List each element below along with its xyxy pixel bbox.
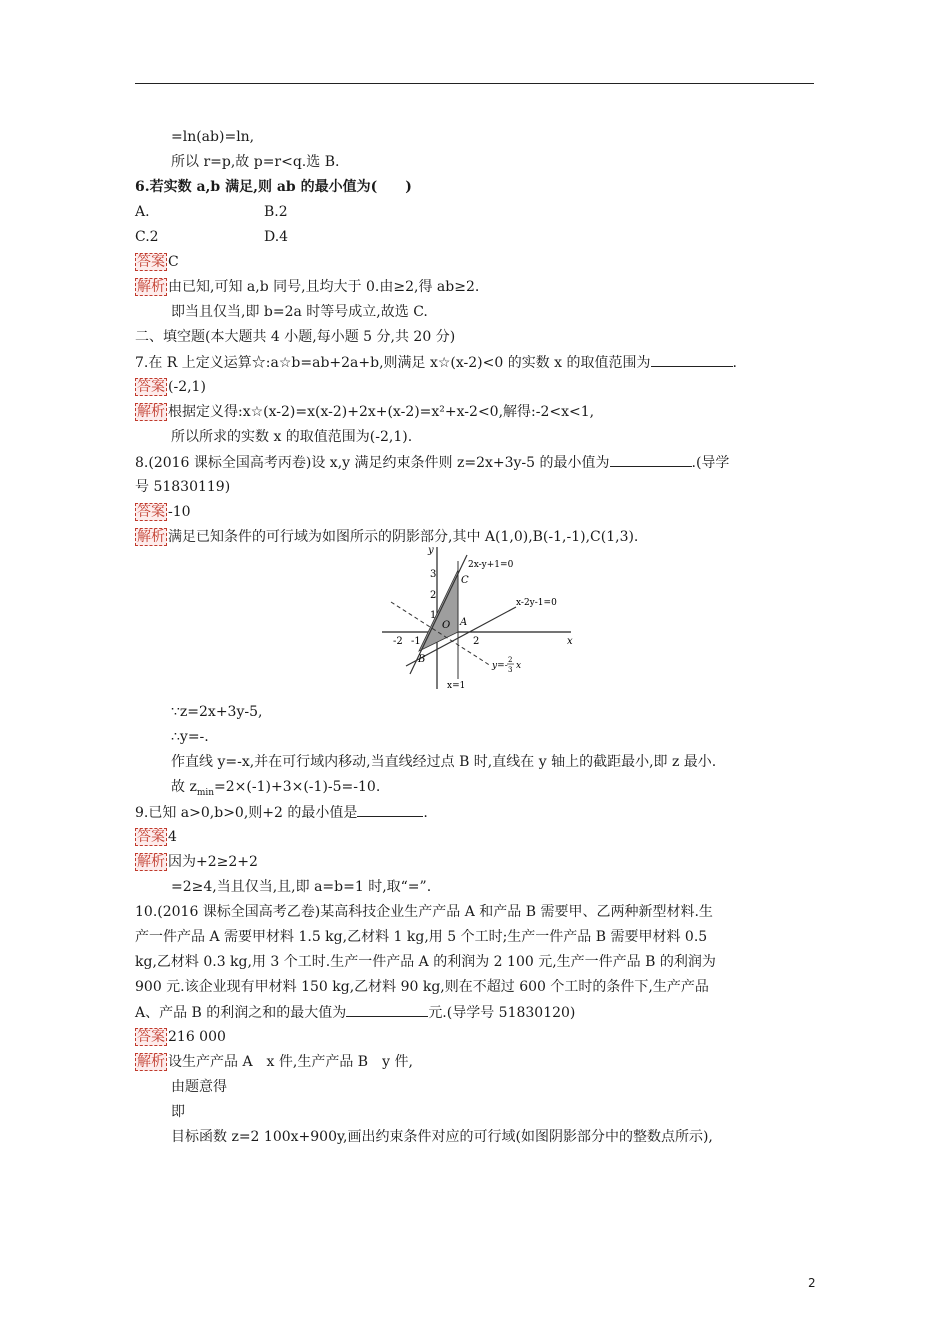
fig-point-c: C: [461, 575, 469, 586]
fig-label-obj-den: 3: [508, 666, 513, 674]
fig-label-line1: 2x-y+1=0: [468, 560, 514, 570]
fig-label-obj-x: x: [516, 661, 522, 671]
question-stem: 7.在 R 上定义运算☆:a☆b=ab+2a+b,则满足 x☆(x-2)<0 的实数 x 的取值范围为: [135, 355, 651, 371]
text-line: kg,乙材料 0.3 kg,用 3 个工时.生产一件产品 A 的利润为 2 100 元,生产一件产品 B 的利润为: [135, 954, 716, 970]
text-line: 产一件产品 A 需要甲材料 1.5 kg,乙材料 1 kg,用 5 个工时;生产一件产品 B 需要甲材料 0.5: [135, 929, 708, 945]
answer-tag: 答案: [137, 379, 165, 395]
analysis-tag: 解析: [137, 529, 165, 545]
punct: .: [423, 805, 428, 821]
question-stem: 8.(2016 课标全国高考丙卷)设 x,y 满足约束条件则 z=2x+3y-5 的最小值为: [135, 455, 610, 471]
fig-label-x-axis: x: [567, 636, 573, 647]
zmin-expression: =2×(-1)+3×(-1)-5=-10.: [214, 779, 381, 795]
question-10: 10.(2016 课标全国高考乙卷)某高科技企业生产产品 A 和产品 B 需要甲、乙两种新型材料.生: [135, 904, 713, 920]
question-stem: A、产品 B 的利润之和的最大值为: [135, 1005, 347, 1021]
text-line: 号 51830119): [135, 479, 231, 495]
option-c: C.2: [135, 229, 159, 245]
analysis-text: 满足已知条件的可行域为如图所示的阴影部分,其中 A(1,0),B(-1,-1),C(1,3).: [168, 529, 639, 545]
answer-row: [135, 502, 191, 522]
text-line: 即: [171, 1104, 185, 1120]
text-line: 900 元.该企业现有甲材料 150 kg,乙材料 90 kg,则在不超过 600 个工时的条件下,生产产品: [135, 979, 709, 995]
analysis-tag: 解析: [137, 279, 165, 295]
answer-blank: [610, 452, 692, 467]
answer-blank: [651, 352, 733, 367]
fig-label-objective: y=-: [492, 661, 508, 671]
answer-tag: 答案: [137, 829, 165, 845]
fig-label-line2: x-2y-1=0: [516, 598, 557, 608]
analysis-row: [135, 1052, 413, 1072]
fig-tick-1: 1: [430, 610, 437, 621]
text-line: =ln(ab)=ln,: [171, 129, 255, 145]
analysis-row: [135, 852, 258, 872]
text-line: =2≥4,当且仅当,且,即 a=b=1 时,取“=”.: [171, 879, 432, 895]
zmin-subscript: min: [196, 787, 215, 798]
feasible-region-figure: [376, 541, 576, 691]
answer-value: 216 000: [168, 1029, 226, 1045]
question-6: [135, 177, 412, 197]
fig-label-y-axis: y: [428, 545, 434, 556]
fig-label-x1: x=1: [447, 681, 466, 691]
option-d: D.4: [264, 229, 289, 245]
text-line: [171, 777, 380, 803]
text-line: 作直线 y=-x,并在可行域内移动,当直线经过点 B 时,直线在 y 轴上的截距最小,即 z 最小.: [171, 754, 717, 770]
analysis-row: [135, 402, 594, 422]
text-line: ∵z=2x+3y-5,: [171, 704, 263, 720]
question-tail: .(导学: [691, 455, 730, 471]
answer-blank: [357, 802, 423, 817]
question-7: [135, 352, 737, 373]
analysis-tag: 解析: [137, 854, 165, 870]
zmin-prefix: 故 z: [171, 779, 197, 795]
analysis-row: [135, 277, 479, 297]
answer-value: -10: [168, 504, 191, 520]
fig-label-obj-num: 2: [508, 656, 513, 664]
answer-tag: 答案: [137, 504, 165, 520]
analysis-text: 由已知,可知 a,b 同号,且均大于 0.由≥2,得 ab≥2.: [168, 279, 480, 295]
analysis-text: 设生产产品 A x 件,生产产品 B y 件,: [168, 1054, 413, 1070]
analysis-text: 因为+2≥2+2: [168, 854, 258, 870]
question-8: [135, 452, 729, 473]
punct: .: [732, 355, 737, 371]
option-a: A.: [135, 204, 150, 220]
answer-row: [135, 377, 206, 397]
option-b: B.2: [264, 204, 288, 220]
fig-point-b: B: [418, 654, 426, 665]
answer-value: C: [168, 254, 179, 270]
text-line: [135, 1002, 575, 1023]
question-stem: 6.若实数 a,b 满足,则 ab 的最小值为( ): [135, 179, 412, 195]
text-line: 目标函数 z=2 100x+900y,画出约束条件对应的可行域(如图阴影部分中的整数点所示),: [171, 1129, 713, 1145]
text-line: ∴y=-.: [171, 729, 209, 745]
answer-value: (-2,1): [168, 379, 206, 395]
analysis-text: 根据定义得:x☆(x-2)=x(x-2)+2x+(x-2)=x²+x-2<0,解得:-2<x<1,: [168, 404, 595, 420]
fig-tick-neg2: -2: [393, 636, 403, 647]
answer-value: 4: [168, 829, 177, 845]
feasible-region: [419, 570, 458, 651]
fig-tick-x2: 2: [473, 636, 480, 647]
fig-point-a: A: [460, 617, 468, 628]
fig-label-origin: O: [442, 620, 451, 631]
answer-blank: [346, 1002, 428, 1017]
analysis-tag: 解析: [137, 404, 165, 420]
question-stem: 9.已知 a>0,b>0,则+2 的最小值是: [135, 805, 358, 821]
page-number: 2: [808, 1276, 816, 1290]
text-line: 所以 r=p,故 p=r<q.选 B.: [171, 154, 340, 170]
answer-row: [135, 1027, 226, 1047]
answer-row: [135, 827, 177, 847]
answer-tag: 答案: [137, 1029, 165, 1045]
question-tail: 元.(导学号 51830120): [428, 1005, 576, 1021]
text-line: 即当且仅当,即 b=2a 时等号成立,故选 C.: [171, 304, 428, 320]
analysis-tag: 解析: [137, 1054, 165, 1070]
header-rule: [135, 83, 814, 84]
answer-tag: 答案: [137, 254, 165, 270]
fig-tick-2: 2: [430, 590, 437, 601]
text-line: 所以所求的实数 x 的取值范围为(-2,1).: [171, 429, 413, 445]
fig-tick-neg1: -1: [411, 636, 421, 647]
answer-row: [135, 252, 179, 272]
question-9: [135, 802, 428, 823]
section-heading: 二、填空题(本大题共 4 小题,每小题 5 分,共 20 分): [135, 329, 456, 345]
text-line: 由题意得: [171, 1079, 227, 1095]
fig-tick-3: 3: [430, 569, 437, 580]
